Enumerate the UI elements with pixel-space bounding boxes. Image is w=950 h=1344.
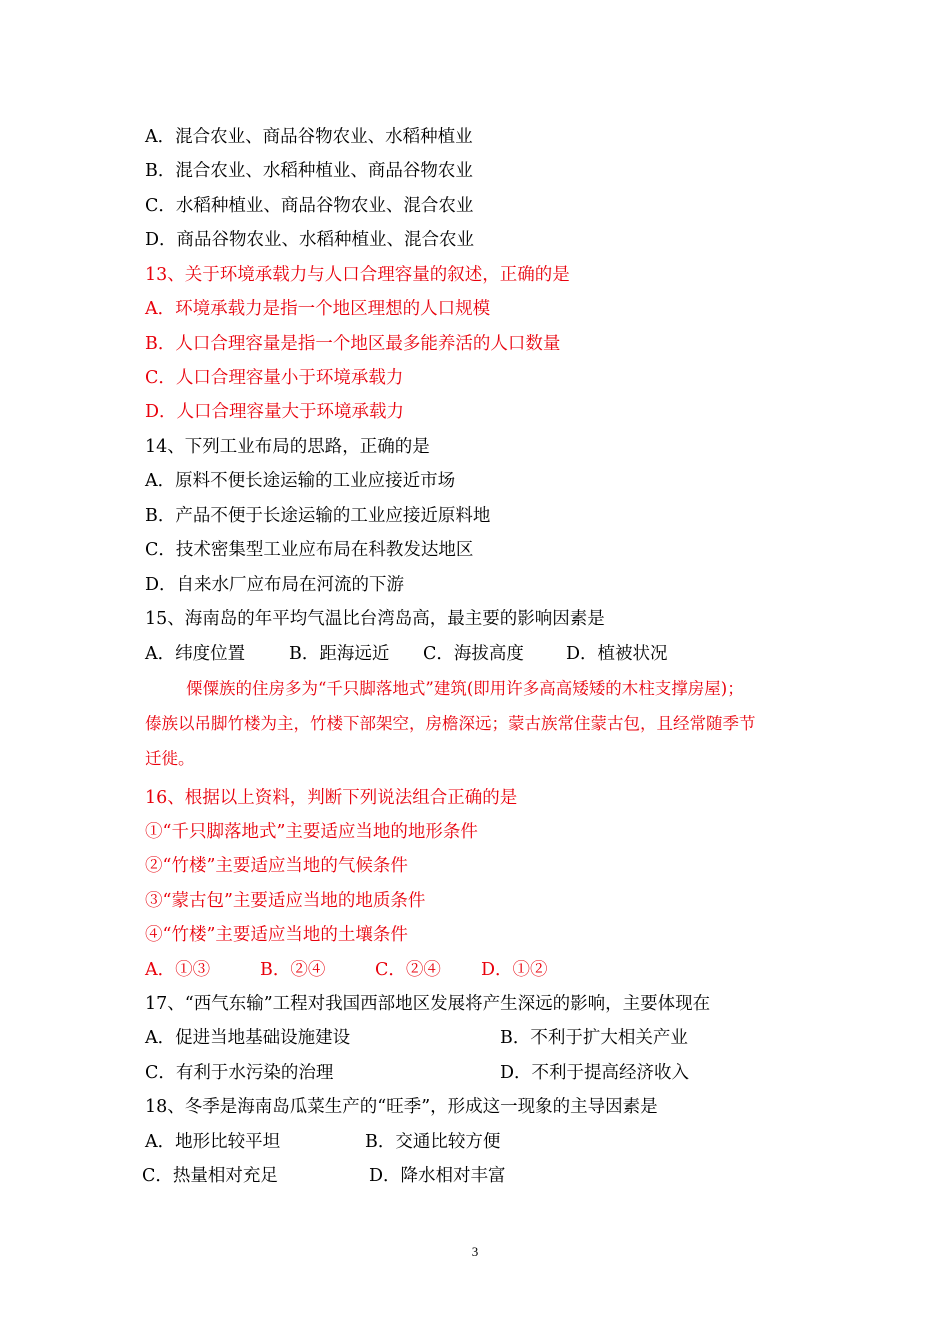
q18-options-row-2 [142, 1165, 622, 1187]
q18-option-b: B．交通比较方便 [365, 1132, 501, 1152]
page-number: 3 [471, 1244, 479, 1259]
q13-option-c: C．人口合理容量小于环境承载力 [145, 368, 404, 388]
q16-statement-4: ④“竹楼”主要适应当地的土壤条件 [145, 925, 408, 945]
q15-option-a: A．纬度位置 [145, 644, 246, 664]
material-line-1: 傈僳族的住房多为“千只脚落地式”建筑(即用许多高高矮矮的木柱支撑房屋)； [186, 679, 744, 698]
q13-option-b: B．人口合理容量是指一个地区最多能养活的人口数量 [145, 334, 561, 354]
q16-option-c: C．②④ [375, 960, 441, 980]
q12-option-d: D．商品谷物农业、水稻种植业、混合农业 [145, 230, 475, 250]
q15-options-row [145, 643, 825, 665]
q18-option-c: C．热量相对充足 [142, 1166, 278, 1186]
q14-option-a: A．原料不便长途运输的工业应接近市场 [145, 471, 456, 491]
q16-stem: 16、根据以上资料，判断下列说法组合正确的是 [145, 788, 518, 808]
q14-option-d: D．自来水厂应布局在河流的下游 [145, 575, 405, 595]
q16-option-b: B．②④ [260, 960, 326, 980]
q14-option-c: C．技术密集型工业应布局在科教发达地区 [145, 540, 474, 560]
q15-option-d: D．植被状况 [566, 644, 668, 664]
q16-options-row [145, 959, 645, 981]
q14-option-b: B．产品不便于长途运输的工业应接近原料地 [145, 506, 491, 526]
q13-option-a: A．环境承载力是指一个地区理想的人口规模 [145, 299, 491, 319]
q13-stem: 13、关于环境承载力与人口合理容量的叙述，正确的是 [145, 265, 570, 285]
material-line-2: 傣族以吊脚竹楼为主，竹楼下部架空，房檐深远；蒙古族常住蒙古包，且经常随季节 [145, 714, 756, 733]
q17-option-a: A．促进当地基础设施建设 [145, 1028, 351, 1048]
q16-statement-3: ③“蒙古包”主要适应当地的地质条件 [145, 891, 426, 911]
q17-option-d: D．不利于提高经济收入 [500, 1063, 690, 1083]
q16-statement-2: ②“竹楼”主要适应当地的气候条件 [145, 856, 408, 876]
q14-stem: 14、下列工业布局的思路，正确的是 [145, 437, 430, 457]
q17-options-row-2 [145, 1062, 785, 1084]
q17-option-c: C．有利于水污染的治理 [145, 1063, 334, 1083]
q12-option-c: C．水稻种植业、商品谷物农业、混合农业 [145, 196, 474, 216]
material-line-3: 迁徙。 [145, 749, 195, 768]
q16-statement-1: ①“千只脚落地式”主要适应当地的地形条件 [145, 822, 478, 842]
q16-option-d: D．①② [481, 960, 548, 980]
q15-option-b: B．距海远近 [289, 644, 390, 664]
q18-stem: 18、冬季是海南岛瓜菜生产的“旺季”，形成这一现象的主导因素是 [145, 1097, 658, 1117]
q12-option-a: A．混合农业、商品谷物农业、水稻种植业 [145, 127, 473, 147]
q17-stem: 17、“西气东输”工程对我国西部地区发展将产生深远的影响，主要体现在 [145, 994, 711, 1014]
q17-options-row-1 [145, 1027, 785, 1049]
q18-options-row-1 [145, 1131, 625, 1153]
q17-option-b: B．不利于扩大相关产业 [500, 1028, 688, 1048]
q15-stem: 15、海南岛的年平均气温比台湾岛高，最主要的影响因素是 [145, 609, 605, 629]
q12-option-b: B．混合农业、水稻种植业、商品谷物农业 [145, 161, 473, 181]
q13-option-d: D．人口合理容量大于环境承载力 [145, 402, 405, 422]
q15-option-c: C．海拔高度 [423, 644, 524, 664]
q16-option-a: A．①③ [145, 960, 211, 980]
q18-option-a: A．地形比较平坦 [145, 1132, 281, 1152]
q18-option-d: D．降水相对丰富 [369, 1166, 506, 1186]
